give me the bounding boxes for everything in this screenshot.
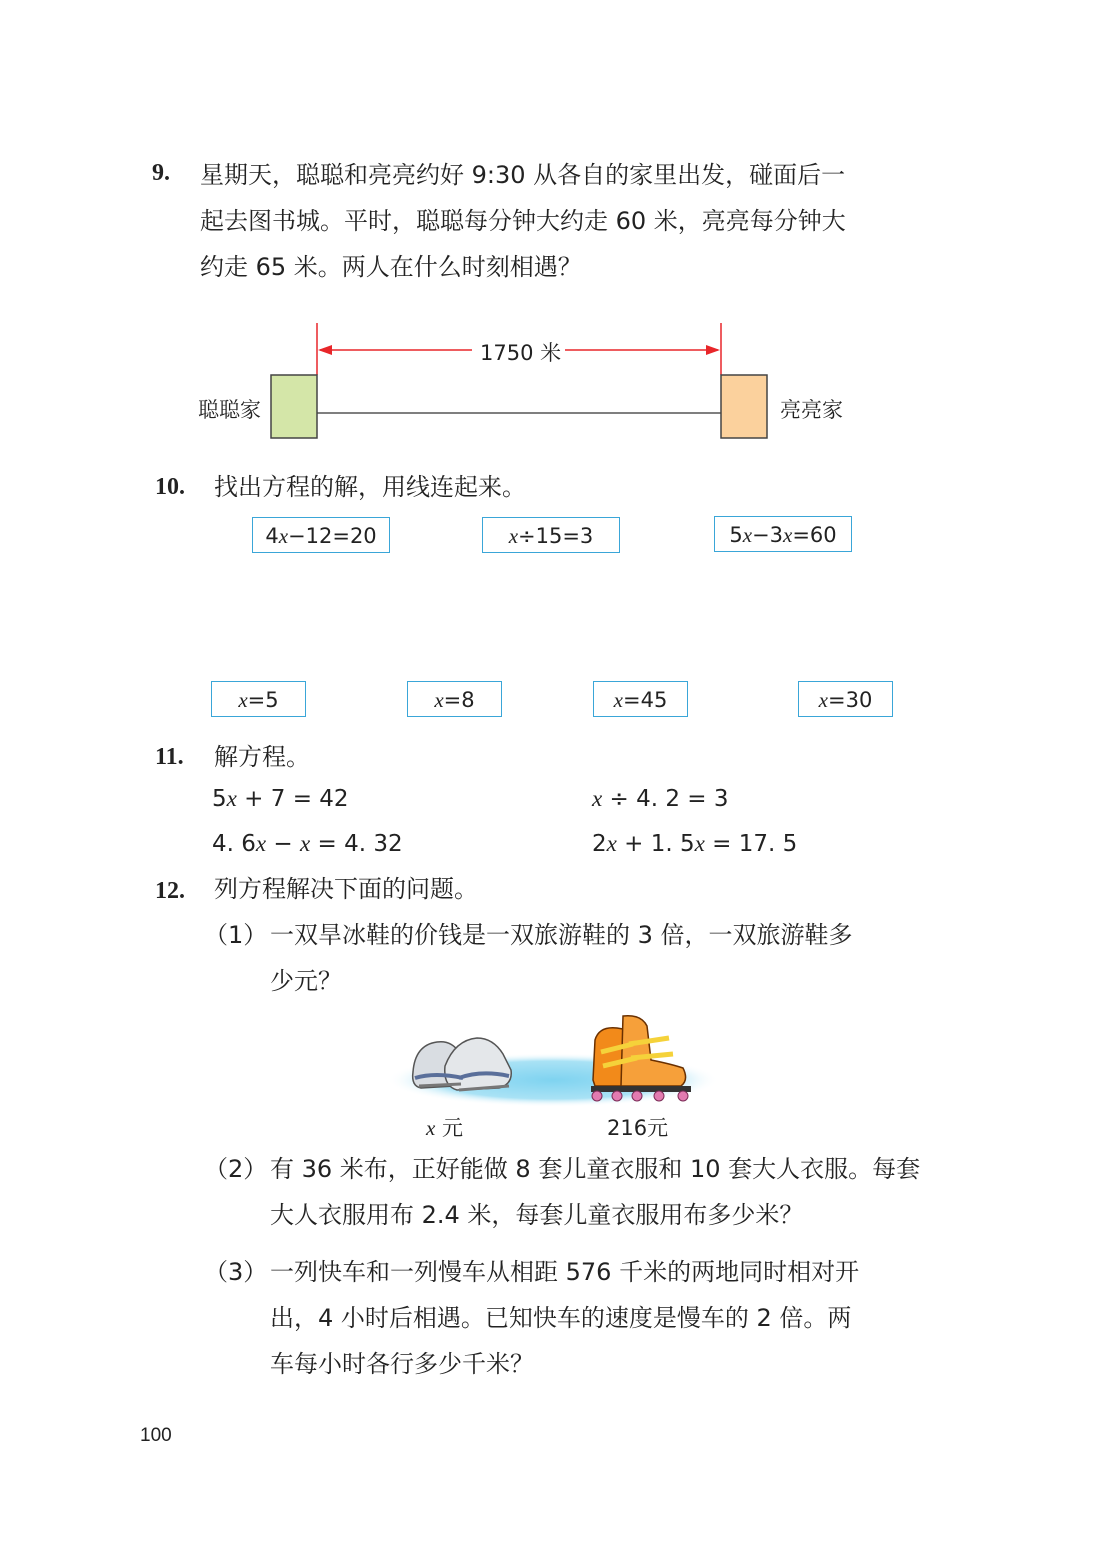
price-unit: 元 [435, 1116, 464, 1140]
equation-box[interactable] [714, 516, 852, 552]
subquestion-3-line-3: 车每小时各行多少千米？ [270, 1350, 534, 1378]
coefficient: 4. 6 [212, 831, 256, 857]
solution-value: =8 [443, 688, 475, 712]
variable: x [606, 831, 617, 856]
middle: + 1. 5 [616, 831, 695, 857]
solution-box[interactable] [211, 681, 306, 717]
question-12-number: 12. [155, 878, 185, 904]
solution-variable: x [238, 688, 248, 712]
equation-rest: −12=20 [288, 524, 377, 548]
solve-equation [212, 786, 349, 812]
left-house-label: 聪聪家 [198, 398, 261, 422]
question-12-text: 列方程解决下面的问题。 [214, 875, 478, 903]
question-10-text: 找出方程的解，用线连起来。 [214, 473, 526, 501]
price-variable: x [426, 1116, 436, 1140]
distance-label: 1750 米 [476, 337, 565, 367]
equation-coefficient: 4 [265, 524, 279, 548]
question-11-number: 11. [155, 744, 184, 770]
equation-variable: x [783, 523, 793, 547]
variable: x [592, 786, 603, 811]
equation-rest: ÷15=3 [518, 524, 594, 548]
subquestion-3-line-1: 一列快车和一列慢车从相距 576 千米的两地同时相对开 [270, 1258, 860, 1286]
question-9-line-2: 起去图书城。平时，聪聪每分钟大约走 60 米，亮亮每分钟大 [200, 207, 846, 235]
coefficient: 5 [212, 786, 227, 812]
solution-value: =45 [623, 688, 668, 712]
subquestion-3-line-2: 出，4 小时后相遇。已知快车的速度是慢车的 2 倍。两 [270, 1304, 852, 1332]
solution-box[interactable] [407, 681, 502, 717]
solution-value: =30 [828, 688, 873, 712]
solve-equation [592, 786, 729, 812]
middle: − [266, 831, 301, 857]
equation-box[interactable] [252, 517, 390, 553]
subquestion-2-line-2: 大人衣服用布 2.4 米，每套儿童衣服用布多少米？ [270, 1201, 804, 1229]
arrow-head-right [706, 345, 720, 355]
rest: ÷ 4. 2 = 3 [602, 786, 729, 812]
question-10-number: 10. [155, 474, 185, 500]
skate-price: 216元 [607, 1116, 669, 1140]
sneakers-icon [413, 1038, 512, 1090]
solution-box[interactable] [593, 681, 688, 717]
question-9-line-3: 约走 65 米。两人在什么时刻相遇？ [200, 253, 582, 281]
page-number: 100 [140, 1425, 172, 1446]
solution-variable: x [818, 688, 828, 712]
coefficient: 2 [592, 831, 607, 857]
sneaker-price [426, 1112, 463, 1142]
subquestion-1-line-2: 少元？ [270, 967, 342, 995]
subquestion-1-label: （1） [204, 921, 268, 949]
subquestion-3-label: （3） [204, 1258, 268, 1286]
variable: x [226, 786, 237, 811]
solution-variable: x [613, 688, 623, 712]
variable: x [694, 831, 705, 856]
right-house-block [721, 375, 767, 438]
equation-variable: x [508, 524, 519, 548]
equation-variable: x [742, 523, 753, 547]
solution-value: =5 [247, 688, 279, 712]
rest: + 7 = 42 [236, 786, 349, 812]
arrow-head-left [318, 345, 332, 355]
right-house-label: 亮亮家 [780, 398, 843, 422]
solve-equation [212, 831, 403, 857]
equation-coefficient: 5 [729, 523, 743, 547]
subquestion-2-line-1: 有 36 米布，正好能做 8 套儿童衣服和 10 套大人衣服。每套 [270, 1155, 921, 1183]
shoes-illustration [385, 1010, 725, 1110]
subquestion-1-line-1: 一双旱冰鞋的价钱是一双旅游鞋的 3 倍，一双旅游鞋多 [270, 921, 853, 949]
rest: = 4. 32 [310, 831, 403, 857]
distance-diagram [190, 315, 910, 455]
question-9-line-1: 星期天，聪聪和亮亮约好 9:30 从各自的家里出发，碰面后一 [200, 161, 846, 189]
roller-skates-icon [591, 1016, 691, 1101]
variable: x [300, 831, 311, 856]
question-9-number: 9. [152, 160, 170, 186]
solve-equation [592, 831, 797, 857]
solution-box[interactable] [798, 681, 893, 717]
equation-rest: =60 [792, 523, 837, 547]
subquestion-2-label: （2） [204, 1155, 268, 1183]
equation-middle: −3 [752, 523, 783, 547]
variable: x [255, 831, 267, 856]
left-house-block [271, 375, 317, 438]
rest: = 17. 5 [704, 831, 798, 857]
question-11-text: 解方程。 [214, 743, 310, 771]
equation-box[interactable] [482, 517, 620, 553]
solution-variable: x [434, 688, 444, 712]
equation-variable: x [278, 524, 289, 548]
